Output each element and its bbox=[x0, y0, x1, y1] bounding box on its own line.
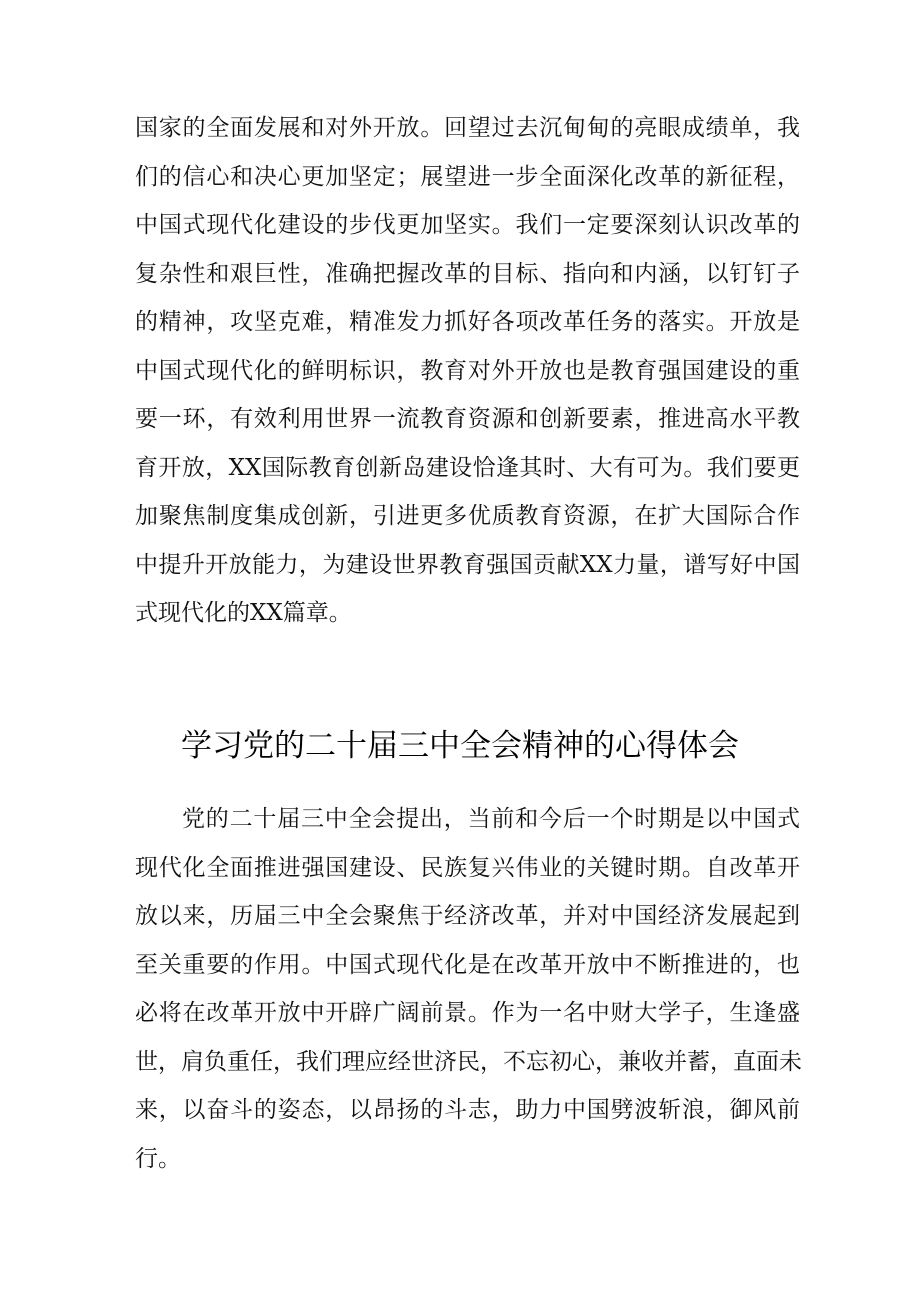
paragraph-line: 中国式现代化的鲜明标识，教育对外开放也是教育强国建设的重 bbox=[135, 358, 800, 384]
paragraph-line: 现代化全面推进强国建设、民族复兴伟业的关键时期。自改革开 bbox=[135, 855, 800, 881]
paragraph-line: 中国式现代化建设的步伐更加坚实。我们一定要深刻认识改革的 bbox=[135, 212, 800, 238]
paragraph-line: 国家的全面发展和对外开放。回望过去沉甸甸的亮眼成绩单，我 bbox=[135, 115, 800, 141]
paragraph-line: 中提升开放能力，为建设世界教育强国贡献XX力量，谱写好中国 bbox=[135, 552, 800, 578]
paragraph-line: 加聚焦制度集成创新，引进更多优质教育资源，在扩大国际合作 bbox=[135, 503, 800, 529]
paragraph-line: 育开放，XX国际教育创新岛建设恰逢其时、大有可为。我们要更 bbox=[135, 455, 800, 481]
paragraph-line: 式现代化的XX篇章。 bbox=[135, 600, 352, 626]
paragraph-line: 来，以奋斗的姿态，以昂扬的斗志，助力中国劈波斩浪，御风前 bbox=[135, 1097, 800, 1123]
section-title: 学习党的二十届三中全会精神的心得体会 bbox=[181, 727, 739, 764]
paragraph-line: 放以来，历届三中全会聚焦于经济改革，并对中国经济发展起到 bbox=[135, 903, 800, 929]
paragraph-line: 必将在改革开放中开辟广阔前景。作为一名中财大学子，生逢盛 bbox=[135, 1000, 800, 1026]
paragraph-line: 行。 bbox=[135, 1146, 181, 1172]
paragraph-line: 世，肩负重任，我们理应经世济民，不忘初心，兼收并蓄，直面未 bbox=[135, 1049, 802, 1075]
paragraph-line: 的精神，攻坚克难，精准发力抓好各项改革任务的落实。开放是 bbox=[135, 309, 800, 335]
paragraph-line: 至关重要的作用。中国式现代化是在改革开放中不断推进的，也 bbox=[135, 952, 800, 978]
paragraph-line: 们的信心和决心更加坚定；展望进一步全面深化改革的新征程， bbox=[135, 164, 800, 190]
paragraph-line: 党的二十届三中全会提出，当前和今后一个时期是以中国式 bbox=[182, 806, 800, 832]
paragraph-line: 要一环，有效利用世界一流教育资源和创新要素，推进高水平教 bbox=[135, 406, 800, 432]
paragraph-line: 复杂性和艰巨性，准确把握改革的目标、指向和内涵，以钉钉子 bbox=[135, 261, 800, 287]
